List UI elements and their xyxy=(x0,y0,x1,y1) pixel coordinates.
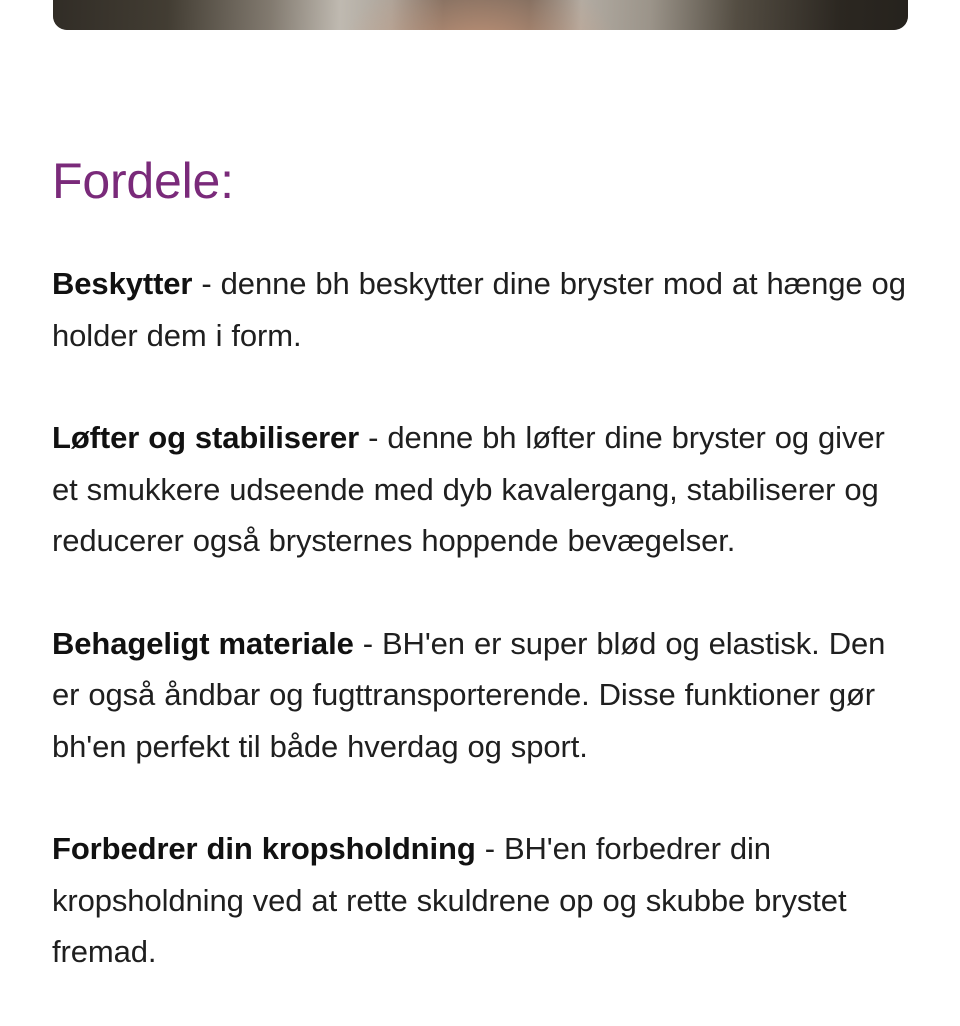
benefit-separator: - xyxy=(359,420,388,455)
benefit-term: Behageligt materiale xyxy=(52,625,354,661)
product-photo xyxy=(53,0,908,30)
benefit-separator: - xyxy=(192,266,221,301)
benefit-description: denne bh beskytter dine bryster mod at hænge og holder dem i form. xyxy=(52,266,906,353)
benefit-term: Forbedrer din kropsholdning xyxy=(52,831,476,866)
benefit-description: BH'en forbedrer din kropsholdning ved at rette skuldrene op og skubbe brystet fremad. xyxy=(52,831,847,969)
page-title: Fordele: xyxy=(52,153,234,209)
benefit-separator: - xyxy=(475,831,504,866)
list-item xyxy=(52,618,908,773)
list-item xyxy=(52,258,908,361)
benefit-separator: - xyxy=(353,625,382,661)
list-item xyxy=(52,412,908,567)
benefits-list xyxy=(52,258,908,978)
benefit-term: Beskytter xyxy=(52,266,193,301)
benefit-description: BH'en er super blød og elastisk. Den er også åndbar og fugttransporterende. Disse funktioner gør bh'en perfekt til både hverdag og sport. xyxy=(52,625,886,764)
product-photo-image xyxy=(53,0,908,30)
list-item xyxy=(52,823,908,978)
benefit-term: Løfter og stabiliserer xyxy=(52,420,360,455)
benefit-description: denne bh løfter dine bryster og giver et smukkere udseende med dyb kavalergang, stabiliserer og reducerer også brysternes hoppende bevægelser. xyxy=(52,420,885,558)
